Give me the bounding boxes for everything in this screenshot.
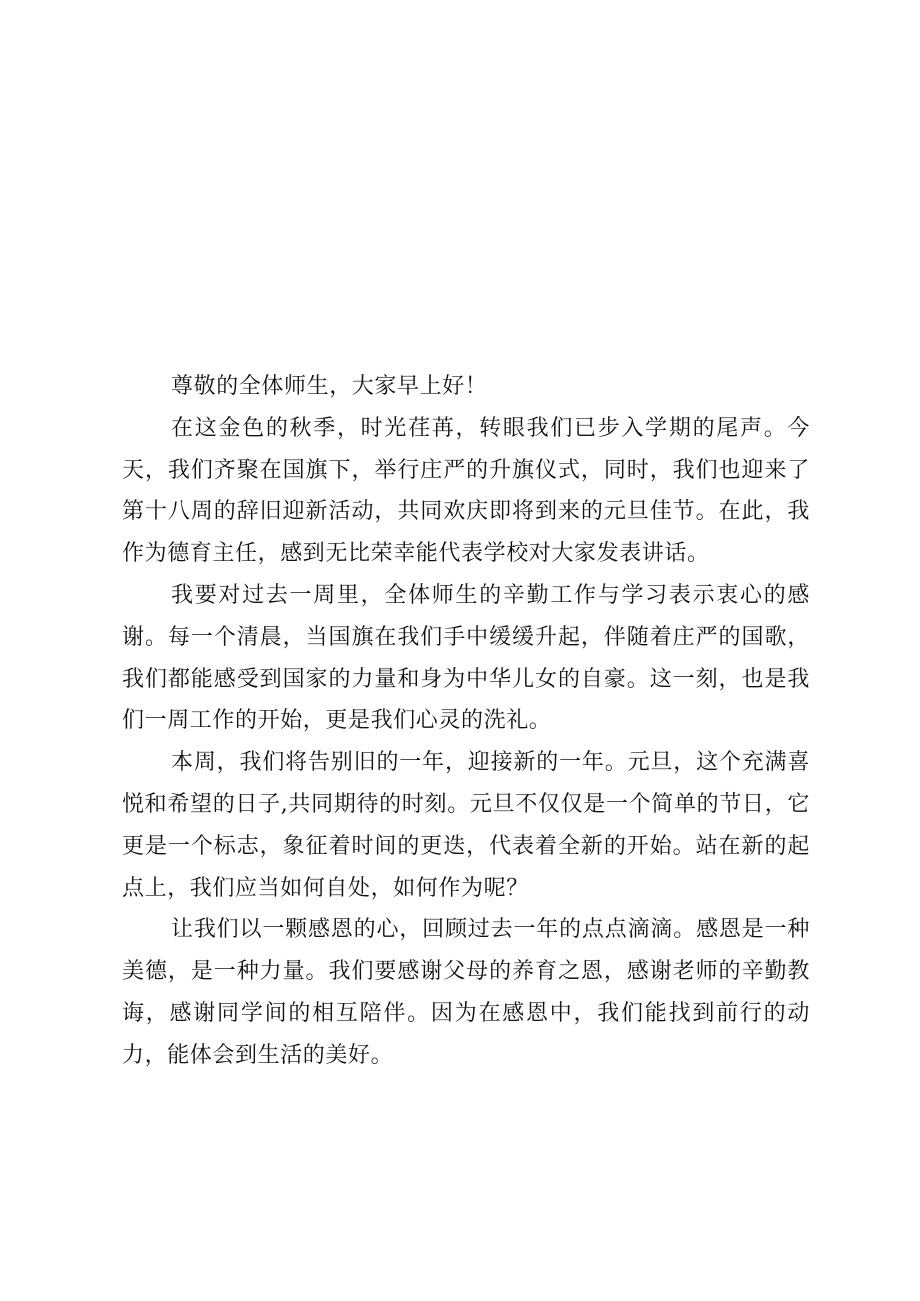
paragraph-thanks: 我要对过去一周里，全体师生的辛勤工作与学习表示衷心的感谢。每一个清晨，当国旗在我们手中缓缓升起，伴随着庄严的国歌，我们都能感受到国家的力量和身为中华儿女的自豪。这一刻，也是我们一周工作的开始，更是我们心灵的洗礼。 bbox=[122, 582, 810, 734]
speech-body bbox=[122, 366, 810, 1077]
greeting-paragraph: 尊敬的全体师生，大家早上好！ bbox=[171, 374, 488, 399]
paragraph-opening: 在这金色的秋季，时光荏苒，转眼我们已步入学期的尾声。今天，我们齐聚在国旗下，举行庄严的升旗仪式，同时，我们也迎来了第十八周的辞旧迎新活动，共同欢庆即将到来的元旦佳节。在此，我作为德育主任，感到无比荣幸能代表学校对大家发表讲话。 bbox=[122, 415, 810, 567]
paragraph-new-year: 本周，我们将告别旧的一年，迎接新的一年。元旦，这个充满喜悦和希望的日子,共同期待的时刻。元旦不仅仅是一个简单的节日，它更是一个标志，象征着时间的更迭，代表着全新的开始。站在新的起点上，我们应当如何自处，如何作为呢？ bbox=[122, 750, 810, 901]
paragraph-gratitude: 让我们以一颗感恩的心，回顾过去一年的点点滴滴。感恩是一种美德，是一种力量。我们要感谢父母的养育之恩，感谢老师的辛勤教诲，感谢同学间的相互陪伴。因为在感恩中，我们能找到前行的动力，能体会到生活的美好。 bbox=[122, 917, 810, 1068]
